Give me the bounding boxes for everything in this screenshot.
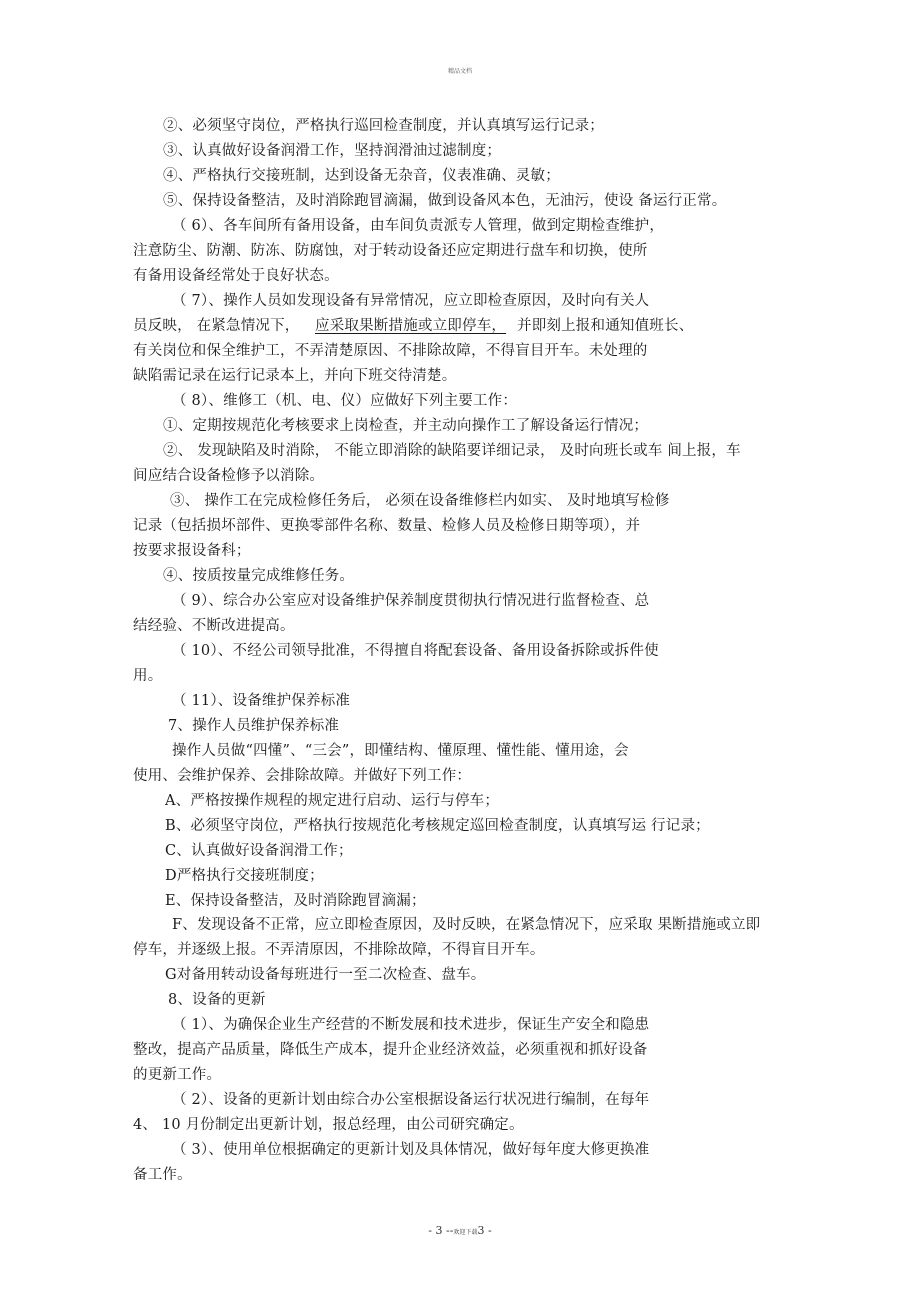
paragraph-line: （ 7）、操作人员如发现设备有异常情况，应立即检查原因，及时向有关人 — [172, 293, 650, 309]
page-footer — [0, 1224, 920, 1237]
paragraph-line: C、认真做好设备润滑工作； — [165, 843, 353, 859]
paragraph-line: 整改，提高产品质量，降低生产成本，提升企业经济效益，必须重视和抓好设备 — [133, 1042, 648, 1058]
paragraph-line: 有备用设备经常处于良好状态。 — [133, 268, 339, 284]
paragraph-line: ④、严格执行交接班制，达到设备无杂音，仪表准确、灵敏； — [163, 168, 560, 184]
paragraph-line: 间应结合设备检修予以消除。 — [133, 468, 325, 484]
paragraph-line: 结经验、不断改进提高。 — [133, 618, 295, 634]
footer-welcome: 欢迎下载 — [453, 1229, 478, 1236]
paragraph-line: 并即刻上报和通知值班长、 — [517, 318, 694, 334]
paragraph-line: 有关岗位和保全维护工，不弄清楚原因、不排除故障，不得盲目开车。未处理的 — [133, 343, 648, 359]
paragraph-line: 注意防尘、防潮、防冻、防腐蚀，对于转动设备还应定期进行盘车和切换，使所 — [133, 243, 648, 259]
paragraph-line: 8、设备的更新 — [168, 992, 266, 1008]
paragraph-line: G对备用转动设备每班进行一至二次检查、盘车。 — [165, 967, 486, 983]
paragraph-line: E、保持设备整洁，及时消除跑冒滴漏； — [165, 893, 426, 909]
paragraph-line: A、严格按操作规程的规定进行启动、运行与停车； — [165, 793, 500, 809]
paragraph-line: B、必须坚守岗位，严格执行按规范化考核规定巡回检查制度，认真填写运 行记录； — [165, 818, 710, 834]
paragraph-line: ③、认真做好设备润滑工作，坚持润滑油过滤制度； — [163, 143, 502, 159]
paragraph-line: （ 11）、设备维护保养标准 — [172, 693, 351, 709]
paragraph-line: 使用、会维护保养、会排除故障。并做好下列工作： — [133, 768, 472, 784]
page-number-left: - 3 -- — [428, 1224, 454, 1237]
underlined-text: 应采取果断措施或立即停车， — [315, 318, 507, 334]
paragraph-line: 员反映， 在紧急情况下， — [133, 318, 300, 334]
paragraph-line: ②、 发现缺陷及时消除， 不能立即消除的缺陷要详细记录， 及时向班长或车 间上报，车 — [163, 443, 741, 459]
paragraph-line: ③、 操作工在完成检修任务后， 必须在设备维修栏内如实、 及时地填写检修 — [170, 493, 670, 509]
paragraph-line: （ 9）、综合办公室应对设备维护保养制度贯彻执行情况进行监督检查、总 — [172, 593, 650, 609]
paragraph-line: 操作人员做“四懂”、“三会”，即懂结构、懂原理、懂性能、懂用途，会 — [172, 743, 629, 759]
paragraph-line: ④、按质按量完成维修任务。 — [163, 568, 355, 584]
paragraph-line: 按要求报设备科； — [133, 543, 251, 559]
paragraph-line: 缺陷需记录在运行记录本上，并向下班交待清楚。 — [133, 368, 457, 384]
header-watermark: 精品文档 — [447, 68, 472, 75]
paragraph-line: F、发现设备不正常，应立即检查原因，及时反映，在紧急情况下，应采取 果断措施或立即 — [172, 917, 761, 933]
page-number-right: 3 - — [477, 1224, 492, 1237]
paragraph-line: 的更新工作。 — [133, 1067, 222, 1083]
paragraph-line: ⑤、保持设备整洁，及时消除跑冒滴漏，做到设备风本色，无油污，使设 备运行正常。 — [163, 193, 727, 209]
paragraph-line: 备工作。 — [133, 1167, 192, 1183]
paragraph-line: 停车，并逐级上报。不弄清原因，不排除故障，不得盲目开车。 — [133, 942, 545, 958]
paragraph-line: （ 6）、各车间所有备用设备，由车间负责派专人管理，做到定期检查维护， — [172, 218, 665, 234]
paragraph-line: （ 3）、使用单位根据确定的更新计划及具体情况，做好每年度大修更换准 — [172, 1142, 650, 1158]
paragraph-line: （ 2）、设备的更新计划由综合办公室根据设备运行状况进行编制，在每年 — [172, 1092, 650, 1108]
paragraph-line: ②、必须坚守岗位，严格执行巡回检查制度，并认真填写运行记录； — [163, 118, 604, 134]
paragraph-line: 7、操作人员维护保养标准 — [168, 718, 340, 734]
paragraph-line: D严格执行交接班制度； — [165, 868, 324, 884]
paragraph-line: 用。 — [133, 668, 163, 684]
paragraph-line: 记录（包括损坏部件、更换零部件名称、数量、检修人员及检修日期等项），并 — [133, 518, 641, 534]
paragraph-line: （ 8）、维修工（机、电、仪）应做好下列主要工作： — [172, 393, 518, 409]
paragraph-line: （ 10）、不经公司领导批准，不得擅自将配套设备、备用设备拆除或拆件使 — [172, 643, 659, 659]
paragraph-line: （ 1）、为确保企业生产经营的不断发展和技术进步，保证生产安全和隐患 — [172, 1017, 650, 1033]
paragraph-line: ①、定期按规范化考核要求上岗检查，并主动向操作工了解设备运行情况； — [163, 418, 649, 434]
paragraph-line: 4、 10 月份制定出更新计划，报总经理，由公司研究确定。 — [133, 1117, 524, 1133]
